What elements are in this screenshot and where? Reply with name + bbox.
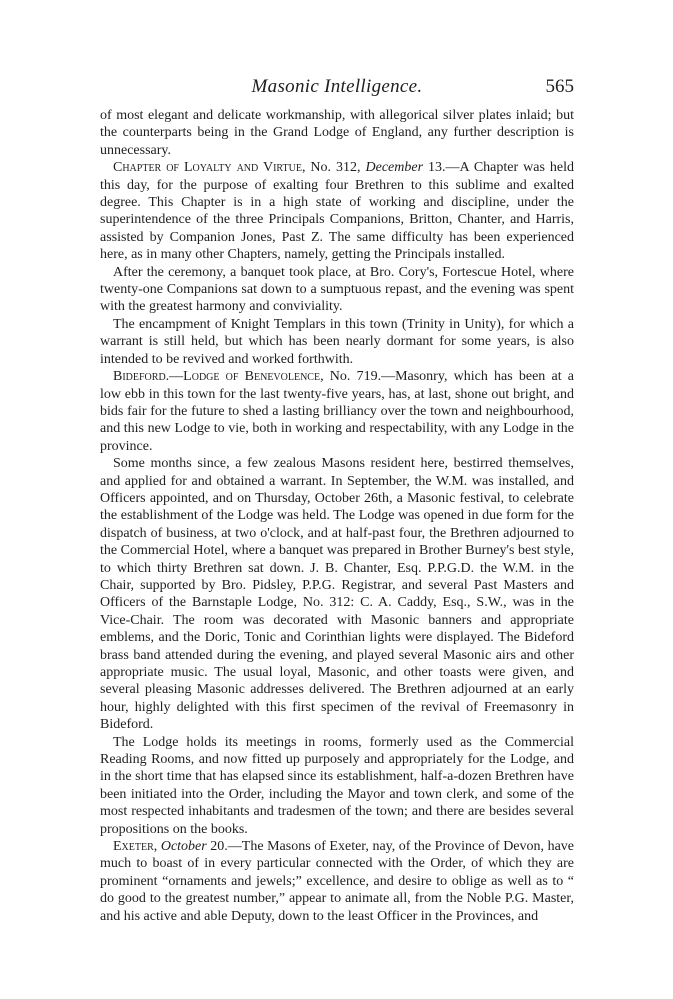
- chapter-number: , No. 312,: [301, 160, 366, 176]
- paragraph-1-text: of most elegant and delicate workmanship, with allegorical silver plates inlaid; but the counterparts being in the Grand Lodge of England, any further description is unnecessary.: [100, 108, 574, 158]
- bideford-heading: Bideford.—Lodge of Benevolence: [113, 369, 321, 385]
- paragraph-3-text: After the ceremony, a banquet took place, at Bro. Cory's, Fortescue Hotel, where twenty-one Companions sat down to a sumptuous repast, and the evening was spent with the greatest harmony and conviviality.: [100, 264, 574, 315]
- paragraph-8-text: 20.—The Masons of Exeter, nay, of the Province of Devon, have much to boast of in every particular connected with the Order, of which they are prominent “ornaments and jewels;” excellence, and desire to oblige as well as to “ do good to the greatest number,” appear to animate all, from the Noble P.G. Master, and his active and able Deputy, down to the least Officer in the Provinces, and: [100, 839, 574, 924]
- exeter-date: October: [160, 839, 207, 855]
- page-header: [100, 76, 574, 98]
- paragraph-7-text: The Lodge holds its meetings in rooms, formerly used as the Commercial Reading Rooms, and now fitted up purposely and appropriately for the Lodge, and in the short time that has elapsed since its establishment, half-a-dozen Brethren have been initiated into the Order, including the Mayor and town clerk, and some of the most respected inhabitants and tradesmen of the town; and there are besides several propositions on the books.: [100, 734, 574, 837]
- paragraph-5-text: , No. 719.—Masonry, which has been at a low ebb in this town for the last twenty-five years, has, at last, shone out bright, and bids fair for the future to shed a lasting brilliancy over the town and neighbourhood, and this new Lodge to vie, both in working and respectability, with any Lodge in the province.: [100, 369, 574, 454]
- running-title: Masonic Intelligence.: [251, 76, 423, 97]
- paragraph-6: [100, 455, 574, 734]
- paragraph-3: [100, 264, 574, 316]
- paragraph-1: [100, 107, 574, 159]
- exeter-heading: Exeter: [113, 839, 154, 855]
- paragraph-8: Exeter, October 20.—The Masons of Exeter, nay, of the Province of Devon, have much to boast of in every particular connected with the Order, of which they are prominent “ornaments and jewels;” excellence, and desire to oblige as well as to “ do good to the greatest number,” appear to animate all, from the Noble P.G. Master, and his active and able Deputy, down to the least Officer in the Provinces, and: [100, 839, 574, 924]
- body-text: [100, 107, 574, 925]
- page-number: 565: [545, 76, 574, 97]
- paragraph-4-text: The encampment of Knight Templars in this town (Trinity in Unity), for which a warrant is still held, but which has been nearly dormant for some years, is also intended to be revived and worked forthwith.: [100, 316, 574, 367]
- paragraph-2: [100, 159, 574, 263]
- chapter-date: December: [365, 160, 424, 176]
- paragraph-4: [100, 316, 574, 368]
- paragraph-6-text: Some months since, a few zealous Masons resident here, bestirred themselves, and applied for and obtained a warrant. In September, the W.M. was installed, and Officers appointed, and on Thursday, October 26th, a Masonic festival, to celebrate the establishment of the Lodge was held. The Lodge was opened in due form for the dispatch of business, at two o'clock, and at half-past four, the Brethren adjourned to the Commercial Hotel, where a banquet was prepared in Brother Burney's best style, to which thirty Brethren sat down. J. B. Chanter, Esq. P.P.G.D. the W.M. in the Chair, supported by Bro. Pidsley, P.P.G. Registrar, and several Past Masters and Officers of the Barnstaple Lodge, No. 312: C. A. Caddy, Esq., S.W., was in the Vice-Chair. The room was decorated with Masonic banners and appropriate emblems, and the Doric, Tonic and Corinthian lights were displayed. The Bideford brass band attended during the evening, and played several Masonic airs and other appropriate music. The usual loyal, Masonic, and other toasts were given, and several pleasing Masonic addresses delivered. The Brethren adjourned at an early hour, highly delighted with this first specimen of the revival of Freemasonry in Bideford.: [100, 456, 574, 733]
- paragraph-2-text: 13.—A Chapter was held this day, for the purpose of exalting four Brethren to this sublime and exalted degree. This Chapter is in a high state of working and discipline, under the superintendence of the three Principals Companions, Britton, Chanter, and Harris, assisted by Companion Jones, Past Z. The same difficulty has been experienced here, as in many other Chapters, namely, getting the Principals installed.: [100, 160, 574, 263]
- paragraph-5: [100, 368, 574, 455]
- paragraph-7: [100, 734, 574, 838]
- chapter-heading: Chapter of Loyalty and Virtue: [113, 160, 302, 176]
